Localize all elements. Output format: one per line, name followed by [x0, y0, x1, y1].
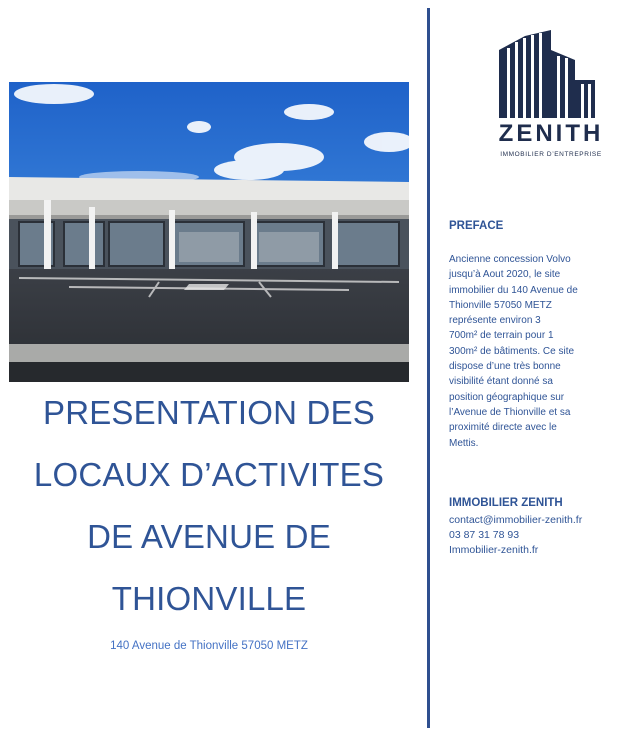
preface-line: visibilité étant donné sa	[449, 376, 553, 388]
title-line: THIONVILLE	[111, 580, 307, 617]
preface-line: dispose d’une très bonne	[449, 361, 561, 373]
logo-name: ZENITH	[498, 120, 604, 147]
preface-line: proximité directe avec le	[449, 422, 557, 434]
contact-block	[449, 513, 609, 558]
address: 140 Avenue de Thionville 57050 METZ	[110, 640, 308, 652]
preface-line: 300m² de bâtiments. Ce site	[449, 345, 575, 357]
page-title	[9, 382, 409, 630]
preface-line: jusqu’à Aout 2020, le site	[449, 269, 561, 281]
contact-heading: IMMOBILIER ZENITH	[449, 497, 563, 509]
building-photo	[9, 82, 409, 382]
contact-phone: 03 87 31 78 93	[449, 529, 520, 541]
preface-line: l’Avenue de Thionville et sa	[449, 406, 571, 418]
preface-heading: PREFACE	[449, 220, 504, 232]
title-line: PRESENTATION DES	[42, 394, 376, 431]
preface-line: immobilier du 140 Avenue de	[449, 284, 578, 296]
preface-body	[449, 252, 609, 451]
preface-line: 700m² de terrain pour 1	[449, 330, 554, 342]
preface-line: représente environ 3	[449, 315, 541, 327]
preface-line: Mettis.	[449, 437, 479, 449]
title-line: DE AVENUE DE	[87, 518, 331, 555]
title-line: LOCAUX D’ACTIVITES	[33, 456, 385, 493]
preface-line: Ancienne concession Volvo	[449, 254, 571, 265]
preface-line: Thionville 57050 METZ	[449, 299, 552, 311]
vertical-divider	[427, 8, 430, 728]
contact-email[interactable]: contact@immobilier-zenith.fr	[449, 514, 583, 526]
logo-tagline: IMMOBILIER D’ENTREPRISE	[500, 151, 602, 158]
preface-line: position géographique sur	[449, 391, 565, 403]
contact-website[interactable]: Immobilier-zenith.fr	[449, 544, 539, 556]
